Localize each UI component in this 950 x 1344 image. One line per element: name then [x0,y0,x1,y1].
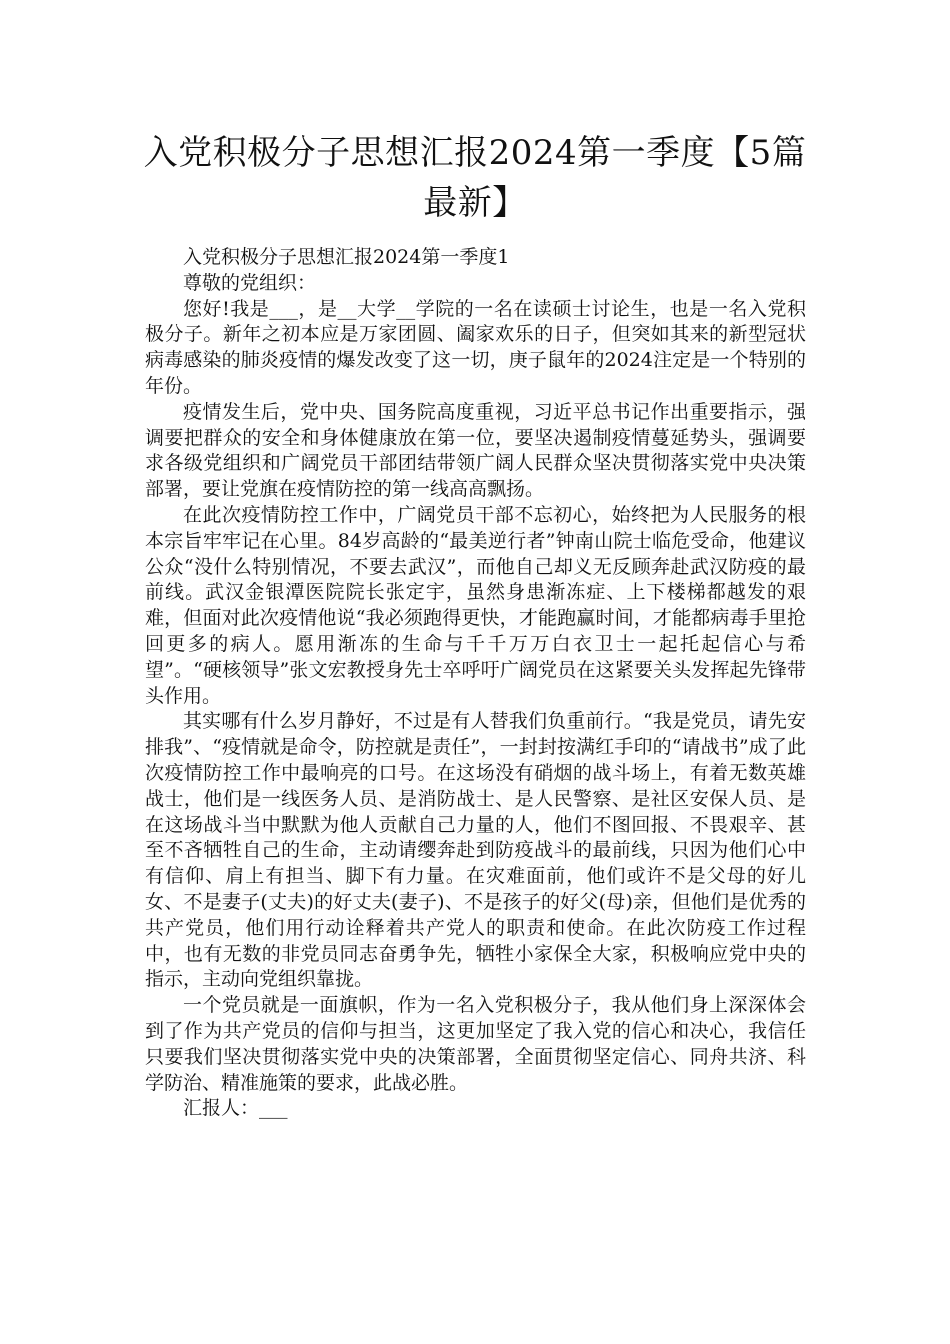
paragraph-conclusion: 一个党员就是一面旗帜，作为一名入党积极分子，我从他们身上深深体会到了作为共产党员的信仰与担当，这更加坚定了我入党的信心和决心，我信任只要我们坚决贯彻落实党中央的决策部署，全面贯彻坚定信心、同舟共济、科学防治、精准施策的要求，此战必胜。 [145,994,806,1094]
salutation: 尊敬的党组织： [183,271,317,294]
paragraph-intro: 您好!我是___，是__大学__学院的一名在读硕士讨论生，也是一名入党积极分子。新年之初本应是万家团圆、阖家欢乐的日子，但突如其来的新型冠状病毒感染的肺炎疫情的爆发改变了这一切，庚子鼠年的2024注定是一个特别的年份。 [145,297,806,397]
document-title: 入党积极分子思想汇报2024第一季度【5篇最新】 [143,133,807,223]
paragraph-heroes: 其实哪有什么岁月静好，不过是有人替我们负重前行。“我是党员，请先安排我”、“疫情就是命令，防控就是责任”，一封封按满红手印的“请战书”成了此次疫情防控工作中最响亮的口号。在这场没有硝烟的战斗场上，有着无数英雄战士，他们是一线医务人员、是消防战士、是人民警察、是社区安保人员、是在这场战斗当中默默为他人贡献自己力量的人，他们不图回报、不畏艰辛、甚至不吝牺牲自己的生命，主动请缨奔赴到防疫战斗的最前线，只因为他们心中有信仰、肩上有担当、脚下有力量。在灾难面前，他们或许不是父母的好儿女、不是妻子(丈夫)的好丈夫(妻子)、不是孩子的好父(母)亲，但他们是优秀的共产党员，他们用行动诠释着共产党人的职责和使命。在此次防疫工作过程中，也有无数的非党员同志奋勇争先，牺牲小家保全大家，积极响应党中央的指示，主动向党组织靠拢。 [145,710,806,991]
report-subtitle: 入党积极分子思想汇报2024第一季度1 [183,246,510,268]
paragraph-central-response: 疫情发生后，党中央、国务院高度重视，习近平总书记作出重要指示，强调要把群众的安全和身体健康放在第一位，要坚决遏制疫情蔓延势头，强调要求各级党组织和广阔党员干部团结带领广阔人民群众坚决贯彻落实党中央决策部署，要让党旗在疫情防控的第一线高高飘扬。 [145,400,806,501]
reporter-signature-line: 汇报人：___ [183,1097,288,1120]
paragraph-party-members: 在此次疫情防控工作中，广阔党员干部不忘初心，始终把为人民服务的根本宗旨牢牢记在心里。84岁高龄的“最美逆行者”钟南山院士临危受命，他建议公众“没什么特别情况，不要去武汉”，而他自己却义无反顾奔赴武汉防疫的最前线。武汉金银潭医院院长张定宇，虽然身患渐冻症、上下楼梯都越发的艰难，但面对此次疫情他说“我必须跑得更快，才能跑赢时间，才能都病毒手里抢回更多的病人。愿用渐冻的生命与千千万万白衣卫士一起托起信心与希望”。“硬核领导”张文宏教授身先士卒呼吁广阔党员在这紧要关头发挥起先锋带头作用。 [145,503,806,707]
document-body [145,245,806,1122]
